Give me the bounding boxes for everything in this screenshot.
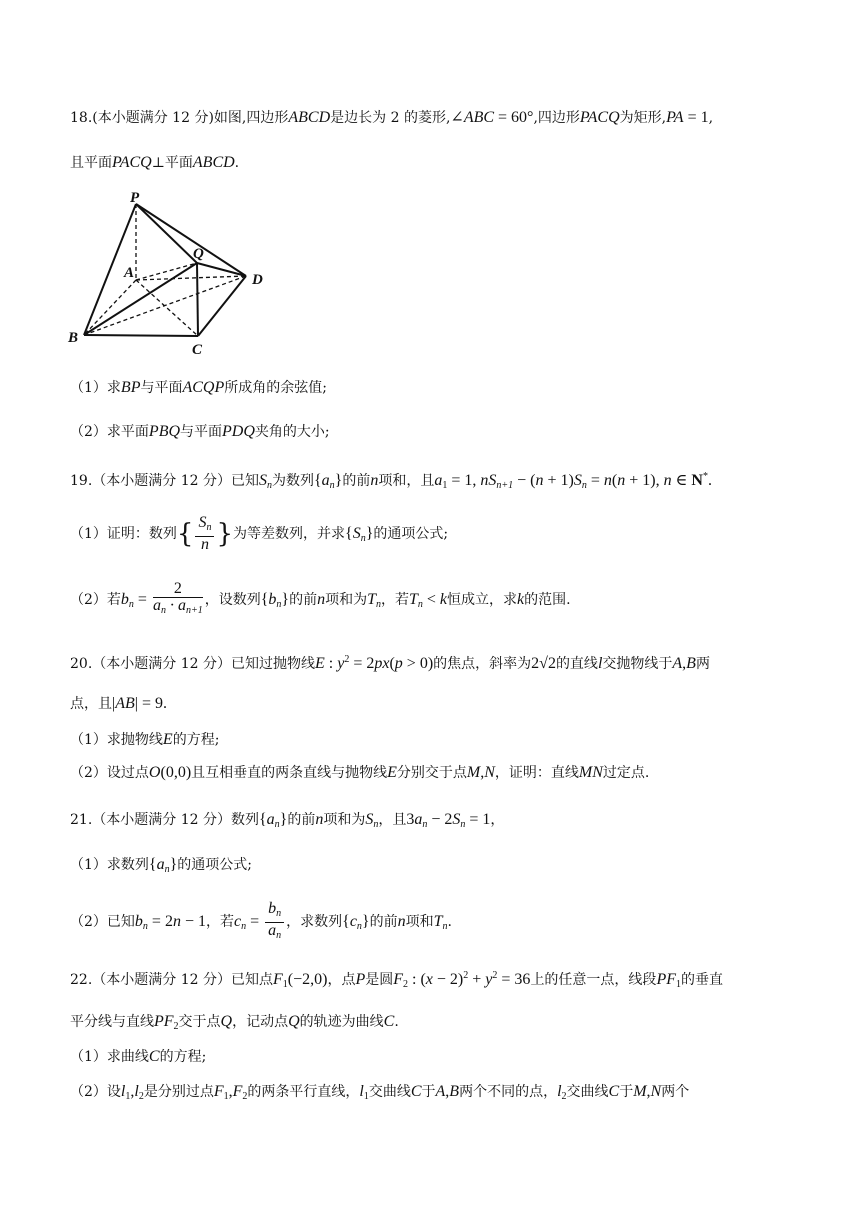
q22-line2: 平分线与直线$PF_2$交于点Q，记动点Q的轨迹为曲线C. <box>70 1013 399 1032</box>
q19-line1: 19.（本小题满分 12 分）已知$S_n$为数列$\{a_n\}$的前n项和，且$a_1 = 1$, $nS_{n+1} - (n + 1)S_n = n(n + 1)$, n ∈ N*. <box>70 471 712 491</box>
edge-AQ <box>136 263 197 280</box>
label-A: A <box>124 265 135 281</box>
edge-BQ <box>84 263 197 335</box>
q18-line1: 18.(本小题满分 12 分)如图,四边形ABCD是边长为 2 的菱形,∠ABC = 60°,四边形PACQ为矩形,PA = 1, <box>70 109 714 126</box>
q18-sub1: （1）求BP与平面ACQP所成角的余弦值; <box>70 379 327 396</box>
q21-line1: 21.（本小题满分 12 分）数列$\{a_n\}$的前n项和为$S_n$，且$3a_n - 2S_n = 1$， <box>70 811 505 830</box>
q22-line1: 22.（本小题满分 12 分）已知点$F_1(-2,0)$，点P是圆$F_2$ : $(x - 2)^2 + y^2 = 36$上的任意一点，线段$PF_1$的垂直 <box>70 970 723 990</box>
q20-sub2: （2）设过点O(0,0)且互相垂直的两条直线与抛物线E分别交于点M,N，证明：直线MN过定点. <box>70 764 650 781</box>
label-C: C <box>192 342 203 358</box>
q21-sub1: （1）求数列$\{a_n\}$的通项公式; <box>70 856 253 875</box>
q20-line1: 20.（本小题满分 12 分）已知过抛物线E : $y^2 = 2px(p > 0)$的焦点，斜率为2√2的直线l交抛物线于A,B两 <box>70 654 710 672</box>
q20-sub1: （1）求抛物线E的方程; <box>70 731 220 748</box>
edge-PQ <box>136 204 197 263</box>
edge-CD <box>198 276 246 336</box>
q18-sub2: （2）求平面PBQ与平面PDQ夹角的大小; <box>70 423 330 440</box>
q22-sub2: （2）设$l_1,l_2$是分别过点$F_1,F_2$的两条平行直线，$l_1$交曲线C于A,B两个不同的点，$l_2$交曲线C于M,N两个 <box>70 1083 690 1102</box>
q21-sub2: （2）已知$b_n = 2n - 1$，若$c_n$ = $\frac{b_n}{a_n}$ ，求数列$\{c_n\}$的前n项和$T_n$. <box>70 899 452 941</box>
q20-line2: 点，且|AB| = 9. <box>70 695 167 712</box>
q22-sub1: （1）求曲线C的方程; <box>70 1048 207 1065</box>
q18-figure <box>60 190 280 360</box>
label-B: B <box>68 330 79 346</box>
q19-sub1: （1）证明：数列{ $\frac{S_n}{n}$ }为等差数列，并求$\{S_n\}$的通项公式; <box>70 514 449 553</box>
edge-QD <box>197 263 246 276</box>
edge-AD <box>136 276 246 280</box>
edge-QC <box>197 263 198 336</box>
label-D: D <box>252 272 263 288</box>
q19-sub2: （2）若$b_n$ = $\frac{2}{a_n \cdot a_{n+1}}$ ，设数列$\{b_n\}$的前n项和为$T_n$，若$T_n < k$恒成立，求k的范围. <box>70 580 571 616</box>
label-P: P <box>130 190 140 206</box>
label-Q: Q <box>193 246 204 262</box>
edge-BC <box>84 335 198 336</box>
q18-line2: 且平面PACQ⊥平面ABCD. <box>70 154 240 171</box>
edge-AC <box>136 280 198 336</box>
